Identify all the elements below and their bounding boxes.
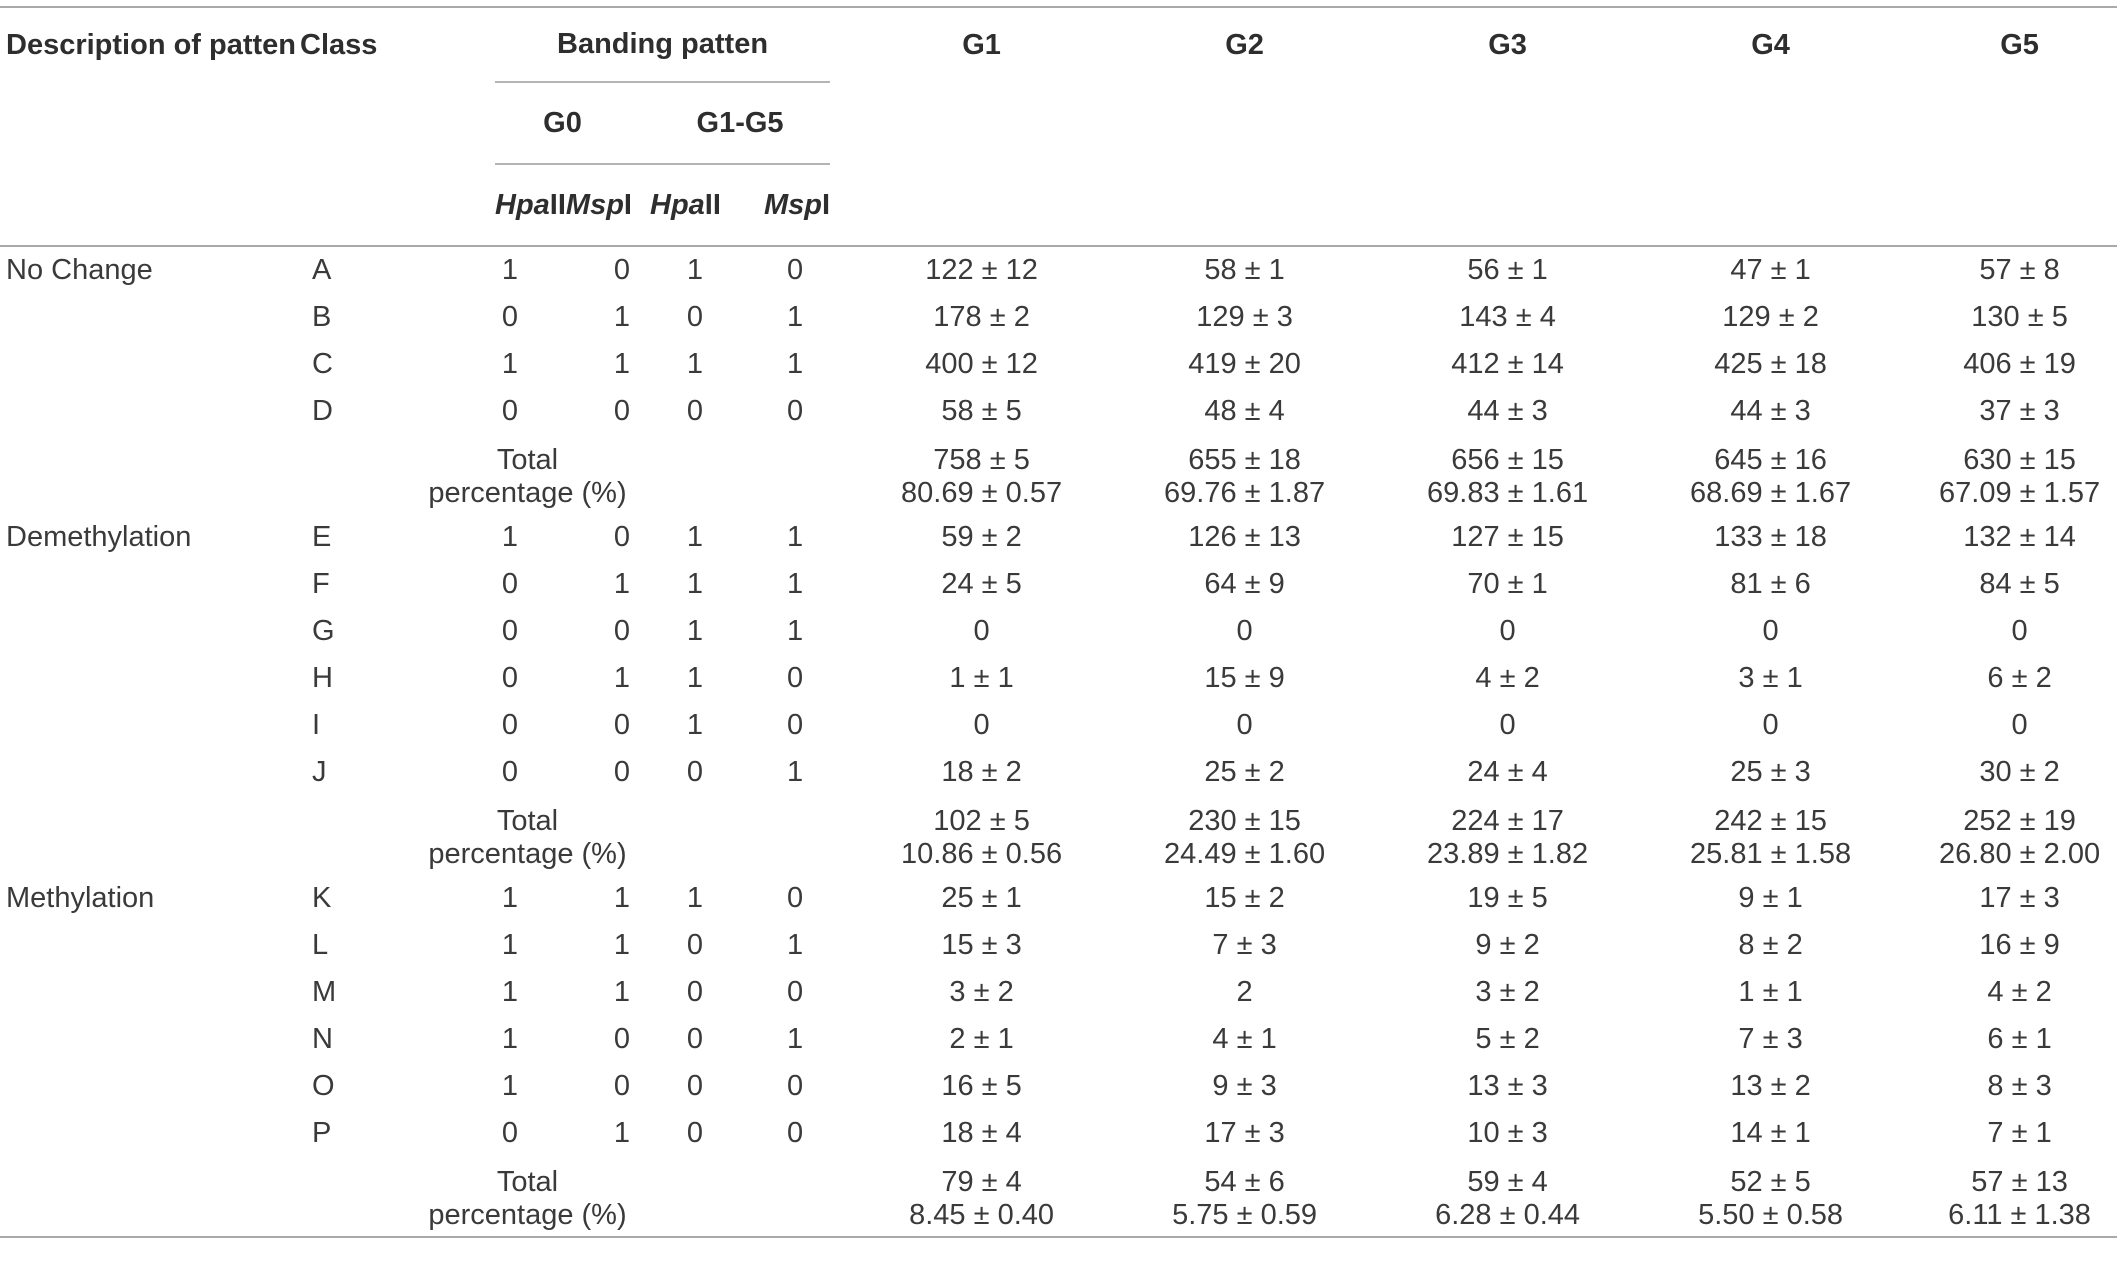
band-g1g5-hpaii: 0 [686, 976, 704, 1008]
total-g3: 656 ± 15 [1451, 444, 1564, 476]
total-g4: 242 ± 15 [1714, 805, 1827, 837]
value-g3: 127 ± 15 [1451, 521, 1564, 553]
value-g1: 15 ± 3 [941, 929, 1022, 961]
section-name [0, 1063, 300, 1110]
header-class: Class [300, 7, 405, 82]
total-g5: 57 ± 13 [1971, 1166, 2068, 1198]
value-g3: 0 [1499, 615, 1516, 647]
value-g4: 14 ± 1 [1730, 1117, 1811, 1149]
table-row [0, 608, 2117, 655]
band-g1g5-mspi: 0 [786, 1070, 804, 1102]
section-name [0, 655, 300, 702]
total-g1: 79 ± 4 [941, 1166, 1022, 1198]
value-g3: 13 ± 3 [1467, 1070, 1548, 1102]
percentage-row [0, 838, 2117, 875]
section-name: Demethylation [6, 521, 192, 553]
percentage-row [0, 1199, 2117, 1237]
value-g3: 5 ± 2 [1475, 1023, 1540, 1055]
band-g1g5-hpaii: 0 [686, 395, 704, 427]
band-g1g5-hpaii: 1 [686, 709, 704, 741]
value-g2: 48 ± 4 [1204, 395, 1285, 427]
band-g1g5-mspi: 0 [786, 254, 804, 286]
band-g1g5-hpaii: 0 [686, 1023, 704, 1055]
value-g2: 129 ± 3 [1196, 301, 1293, 333]
section-name [0, 702, 300, 749]
class-cell: J [312, 756, 327, 788]
value-g1: 25 ± 1 [941, 882, 1022, 914]
value-g4: 8 ± 2 [1738, 929, 1803, 961]
percentage-g5: 6.11 ± 1.38 [1902, 1199, 2117, 1237]
band-g0-mspi: 0 [613, 521, 630, 553]
band-g1g5-mspi: 1 [786, 301, 804, 333]
band-g0-hpaii: 1 [501, 1023, 519, 1055]
value-g4: 1 ± 1 [1738, 976, 1803, 1008]
value-g1: 24 ± 5 [941, 568, 1022, 600]
percentage-g3: 6.28 ± 0.44 [1376, 1199, 1639, 1237]
band-g0-hpaii: 0 [501, 662, 519, 694]
section-name [0, 608, 300, 655]
value-g1: 1 ± 1 [949, 662, 1014, 694]
percentage-row [0, 477, 2117, 514]
class-cell: D [312, 395, 333, 427]
value-g4: 425 ± 18 [1714, 348, 1827, 380]
value-g2: 2 [1236, 976, 1253, 1008]
value-g1: 3 ± 2 [949, 976, 1014, 1008]
enzyme-hpaii-g1g5: HpaII [650, 188, 721, 221]
table-row [0, 246, 2117, 294]
class-cell: K [312, 882, 332, 914]
enzyme-mspi-g1g5: MspI [764, 188, 831, 221]
value-g3: 70 ± 1 [1467, 568, 1548, 600]
section-name [0, 969, 300, 1016]
table-row [0, 1063, 2117, 1110]
class-cell: N [312, 1023, 333, 1055]
value-g5: 57 ± 8 [1979, 254, 2060, 286]
enzyme-hpaii-g0: HpaII [495, 188, 566, 221]
value-g2: 419 ± 20 [1188, 348, 1301, 380]
band-g0-hpaii: 1 [501, 976, 519, 1008]
band-g0-mspi: 1 [613, 568, 630, 600]
band-g0-mspi: 1 [613, 1117, 630, 1149]
band-g0-hpaii: 1 [501, 348, 519, 380]
band-g0-mspi: 1 [613, 348, 630, 380]
header-g1: G1 [850, 7, 1113, 82]
total-row [0, 435, 2117, 477]
value-g1: 178 ± 2 [933, 301, 1030, 333]
table-row [0, 294, 2117, 341]
section-name [0, 1110, 300, 1157]
total-g4: 52 ± 5 [1730, 1166, 1811, 1198]
table-row [0, 702, 2117, 749]
value-g1: 16 ± 5 [941, 1070, 1022, 1102]
band-g1g5-hpaii: 0 [686, 929, 704, 961]
section-name [0, 294, 300, 341]
band-g1g5-mspi: 0 [786, 395, 804, 427]
value-g1: 18 ± 4 [941, 1117, 1022, 1149]
value-g5: 7 ± 1 [1987, 1117, 2052, 1149]
header-description: Description of patten [0, 7, 300, 82]
value-g4: 81 ± 6 [1730, 568, 1811, 600]
value-g5: 8 ± 3 [1987, 1070, 2052, 1102]
band-g0-mspi: 1 [613, 976, 630, 1008]
band-g0-hpaii: 0 [501, 568, 519, 600]
band-g0-hpaii: 1 [501, 929, 519, 961]
percentage-g3: 23.89 ± 1.82 [1427, 838, 1589, 870]
percentage-label: percentage (%) [428, 838, 627, 870]
value-g3: 44 ± 3 [1467, 395, 1548, 427]
table-row [0, 388, 2117, 435]
band-g0-hpaii: 0 [501, 395, 519, 427]
band-g1g5-hpaii: 1 [686, 254, 704, 286]
value-g5: 16 ± 9 [1979, 929, 2060, 961]
total-g3: 59 ± 4 [1467, 1166, 1548, 1198]
band-g1g5-mspi: 1 [786, 568, 804, 600]
value-g5: 6 ± 1 [1987, 1023, 2052, 1055]
class-cell: P [312, 1117, 332, 1149]
table-row [0, 1016, 2117, 1063]
band-g1g5-mspi: 1 [786, 756, 804, 788]
band-g0-mspi: 0 [613, 395, 630, 427]
value-g5: 132 ± 14 [1963, 521, 2076, 553]
value-g1: 18 ± 2 [941, 756, 1022, 788]
band-g0-mspi: 0 [613, 1023, 630, 1055]
total-label: Total [496, 444, 559, 476]
value-g2: 25 ± 2 [1204, 756, 1285, 788]
section-name: Methylation [6, 882, 155, 914]
band-g1g5-hpaii: 1 [686, 662, 704, 694]
percentage-g2: 24.49 ± 1.60 [1164, 838, 1326, 870]
band-g1g5-mspi: 0 [786, 1117, 804, 1149]
value-g5: 84 ± 5 [1979, 568, 2060, 600]
percentage-g3: 69.83 ± 1.61 [1427, 477, 1589, 509]
band-g1g5-hpaii: 1 [686, 348, 704, 380]
band-g1g5-mspi: 0 [786, 709, 804, 741]
band-g1g5-mspi: 0 [786, 662, 804, 694]
band-g1g5-hpaii: 1 [686, 521, 704, 553]
class-cell: G [312, 615, 335, 647]
percentage-g2: 5.75 ± 0.59 [1113, 1199, 1376, 1237]
value-g2: 7 ± 3 [1212, 929, 1277, 961]
value-g1: 0 [973, 615, 990, 647]
value-g3: 9 ± 2 [1475, 929, 1540, 961]
total-g5: 252 ± 19 [1963, 805, 2076, 837]
percentage-g1: 8.45 ± 0.40 [850, 1199, 1113, 1237]
percentage-g4: 5.50 ± 0.58 [1639, 1199, 1902, 1237]
class-cell: H [312, 662, 333, 694]
value-g5: 130 ± 5 [1971, 301, 2068, 333]
value-g4: 13 ± 2 [1730, 1070, 1811, 1102]
value-g2: 126 ± 13 [1188, 521, 1301, 553]
band-g0-hpaii: 1 [501, 254, 519, 286]
table-row [0, 561, 2117, 608]
value-g5: 0 [2011, 709, 2028, 741]
value-g1: 58 ± 5 [941, 395, 1022, 427]
band-g0-mspi: 0 [613, 709, 630, 741]
total-label: Total [496, 1166, 559, 1198]
class-cell: M [312, 976, 337, 1008]
band-g1g5-mspi: 1 [786, 615, 804, 647]
value-g3: 24 ± 4 [1467, 756, 1548, 788]
value-g4: 133 ± 18 [1714, 521, 1827, 553]
value-g2: 0 [1236, 709, 1253, 741]
value-g2: 15 ± 9 [1204, 662, 1285, 694]
value-g4: 25 ± 3 [1730, 756, 1811, 788]
band-g0-hpaii: 0 [501, 1117, 519, 1149]
band-g0-mspi: 0 [613, 1070, 630, 1102]
table-row [0, 1110, 2117, 1157]
percentage-label: percentage (%) [405, 1199, 650, 1237]
total-g2: 54 ± 6 [1204, 1166, 1285, 1198]
band-g1g5-hpaii: 0 [686, 1070, 704, 1102]
band-g1g5-mspi: 0 [786, 882, 804, 914]
band-g0-mspi: 0 [613, 615, 630, 647]
band-g0-mspi: 1 [613, 882, 630, 914]
header-g2: G2 [1113, 7, 1376, 82]
class-cell: L [312, 929, 329, 961]
value-g2: 64 ± 9 [1204, 568, 1285, 600]
band-g1g5-mspi: 1 [786, 521, 804, 553]
value-g3: 412 ± 14 [1451, 348, 1564, 380]
section-name [0, 388, 300, 435]
value-g2: 4 ± 1 [1212, 1023, 1277, 1055]
band-g1g5-mspi: 1 [786, 1023, 804, 1055]
value-g3: 10 ± 3 [1467, 1117, 1548, 1149]
percentage-g5: 26.80 ± 2.00 [1939, 838, 2101, 870]
section-name [0, 341, 300, 388]
band-g1g5-hpaii: 0 [686, 756, 704, 788]
value-g2: 15 ± 2 [1204, 882, 1285, 914]
value-g1: 0 [973, 709, 990, 741]
value-g4: 7 ± 3 [1738, 1023, 1803, 1055]
value-g5: 17 ± 3 [1979, 882, 2060, 914]
table-row [0, 922, 2117, 969]
section-name [0, 922, 300, 969]
value-g5: 6 ± 2 [1987, 662, 2052, 694]
section-name [0, 1016, 300, 1063]
header-g5: G5 [1902, 7, 2117, 82]
band-g0-hpaii: 0 [501, 301, 519, 333]
value-g2: 9 ± 3 [1212, 1070, 1277, 1102]
band-g0-hpaii: 0 [501, 615, 519, 647]
class-cell: B [312, 301, 332, 333]
value-g4: 9 ± 1 [1738, 882, 1803, 914]
value-g2: 0 [1236, 615, 1253, 647]
header-g4: G4 [1639, 7, 1902, 82]
band-g0-hpaii: 1 [501, 882, 519, 914]
header-g3: G3 [1376, 7, 1639, 82]
value-g1: 122 ± 12 [925, 254, 1038, 286]
percentage-g1: 80.69 ± 0.57 [901, 477, 1063, 509]
value-g4: 44 ± 3 [1730, 395, 1811, 427]
section-name: No Change [6, 254, 153, 286]
value-g4: 3 ± 1 [1738, 662, 1803, 694]
header-banding-pattern: Banding patten [495, 7, 830, 82]
total-row [0, 1157, 2117, 1199]
band-g1g5-hpaii: 1 [686, 615, 704, 647]
value-g1: 59 ± 2 [941, 521, 1022, 553]
percentage-g4: 68.69 ± 1.67 [1690, 477, 1852, 509]
band-g1g5-hpaii: 1 [686, 882, 704, 914]
band-g1g5-hpaii: 0 [686, 301, 704, 333]
value-g4: 0 [1762, 709, 1779, 741]
header-g1-g5: G1-G5 [650, 82, 830, 164]
band-g0-hpaii: 0 [501, 756, 519, 788]
band-g1g5-mspi: 1 [786, 929, 804, 961]
methylation-table [0, 6, 2117, 1238]
value-g5: 406 ± 19 [1963, 348, 2076, 380]
section-name [0, 749, 300, 796]
total-g3: 224 ± 17 [1451, 805, 1564, 837]
value-g5: 37 ± 3 [1979, 395, 2060, 427]
total-g1: 102 ± 5 [933, 805, 1030, 837]
value-g5: 4 ± 2 [1987, 976, 2052, 1008]
percentage-label: percentage (%) [428, 477, 627, 509]
band-g1g5-mspi: 0 [786, 976, 804, 1008]
band-g0-mspi: 1 [613, 929, 630, 961]
class-cell: C [312, 348, 333, 380]
total-row [0, 796, 2117, 838]
value-g3: 3 ± 2 [1475, 976, 1540, 1008]
total-g5: 630 ± 15 [1963, 444, 2076, 476]
value-g5: 30 ± 2 [1979, 756, 2060, 788]
value-g1: 2 ± 1 [949, 1023, 1014, 1055]
band-g0-mspi: 1 [613, 662, 630, 694]
value-g4: 129 ± 2 [1722, 301, 1819, 333]
percentage-g5: 67.09 ± 1.57 [1939, 477, 2101, 509]
value-g3: 143 ± 4 [1459, 301, 1556, 333]
table-row [0, 875, 2117, 922]
value-g5: 0 [2011, 615, 2028, 647]
value-g4: 47 ± 1 [1730, 254, 1811, 286]
total-g2: 655 ± 18 [1188, 444, 1301, 476]
total-label: Total [496, 805, 559, 837]
table-row [0, 969, 2117, 1016]
class-cell: I [312, 709, 321, 741]
total-g4: 645 ± 16 [1714, 444, 1827, 476]
total-g2: 230 ± 15 [1188, 805, 1301, 837]
value-g1: 400 ± 12 [925, 348, 1038, 380]
class-cell: F [312, 568, 330, 600]
value-g4: 0 [1762, 615, 1779, 647]
percentage-g4: 25.81 ± 1.58 [1690, 838, 1852, 870]
band-g1g5-mspi: 1 [786, 348, 804, 380]
class-cell: E [312, 521, 332, 553]
table-row [0, 749, 2117, 796]
band-g0-hpaii: 0 [501, 709, 519, 741]
total-g1: 758 ± 5 [933, 444, 1030, 476]
percentage-g1: 10.86 ± 0.56 [901, 838, 1063, 870]
table-row [0, 341, 2117, 388]
band-g0-mspi: 0 [613, 254, 630, 286]
value-g3: 4 ± 2 [1475, 662, 1540, 694]
value-g3: 0 [1499, 709, 1516, 741]
value-g2: 17 ± 3 [1204, 1117, 1285, 1149]
band-g0-hpaii: 1 [501, 521, 519, 553]
enzyme-mspi-g0: MspI [565, 188, 632, 221]
band-g1g5-hpaii: 0 [686, 1117, 704, 1149]
band-g1g5-hpaii: 1 [686, 568, 704, 600]
table-row [0, 655, 2117, 702]
band-g0-mspi: 0 [613, 756, 630, 788]
band-g0-hpaii: 1 [501, 1070, 519, 1102]
value-g3: 56 ± 1 [1467, 254, 1548, 286]
percentage-g2: 69.76 ± 1.87 [1164, 477, 1326, 509]
value-g3: 19 ± 5 [1467, 882, 1548, 914]
band-g0-mspi: 1 [613, 301, 630, 333]
class-cell: A [312, 254, 332, 286]
header-g0: G0 [495, 82, 630, 164]
section-name [0, 561, 300, 608]
table-row [0, 514, 2117, 561]
class-cell: O [312, 1070, 335, 1102]
value-g2: 58 ± 1 [1204, 254, 1285, 286]
